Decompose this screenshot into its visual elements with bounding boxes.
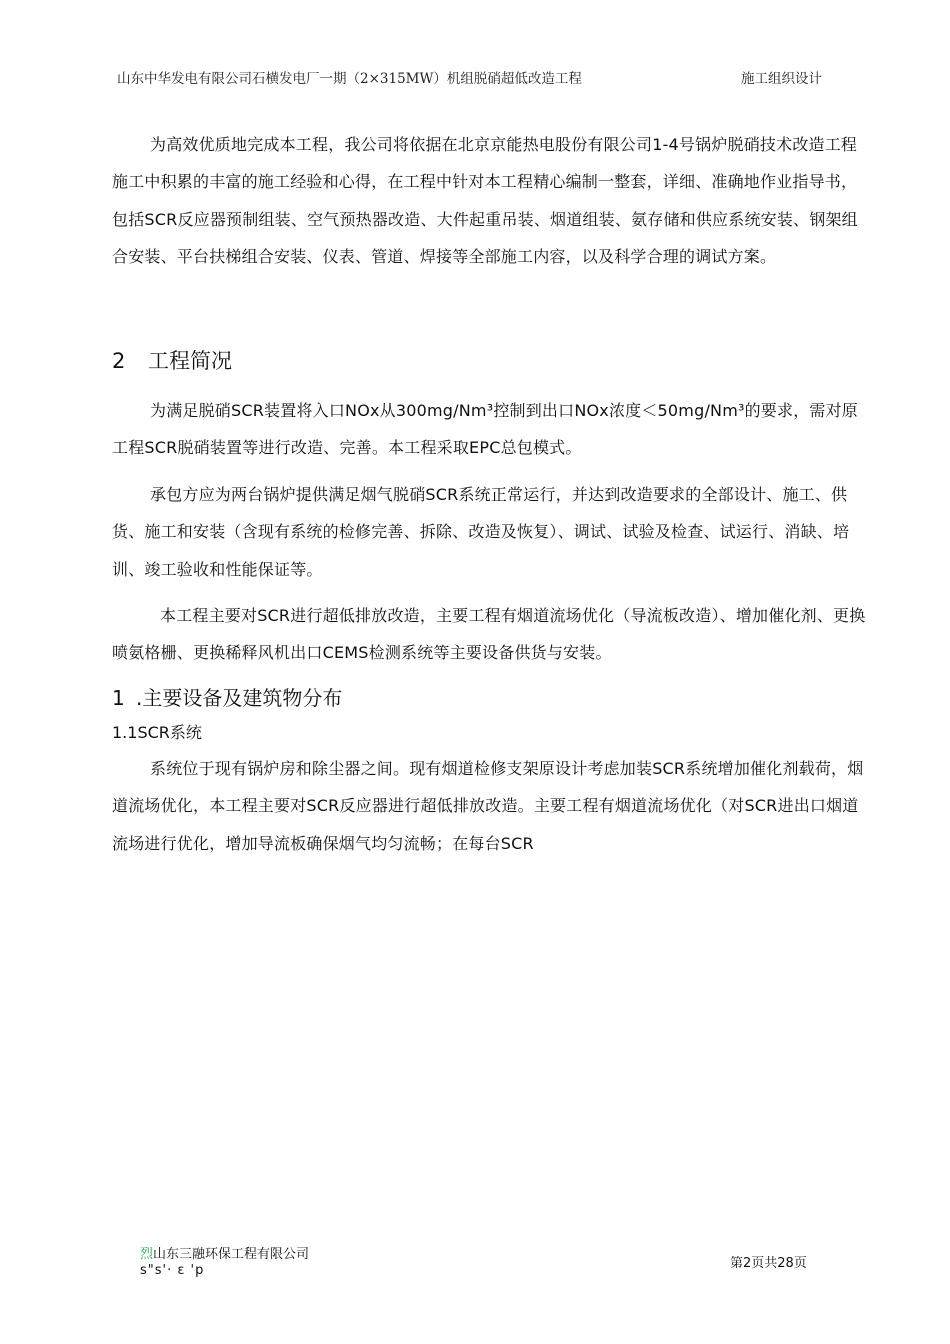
header-doc-type: 施工组织设计 bbox=[741, 71, 822, 87]
page-number: 第2页共28页 bbox=[730, 1256, 807, 1271]
intro-paragraph: 为高效优质地完成本工程，我公司将依据在北京京能热电股份有限公司1-4号锅炉脱硝技术改造工程施工中积累的丰富的施工经验和心得，在工程中针对本工程精心编制一整套，详细、准确地作业指导书，包括SCR反应器预制组装、空气预热器改造、大件起重吊装、烟道组装、氨存储和供应系统安装、钢架组合安装、平台扶梯组合安装、仪表、管道、焊接等全部施工内容，以及科学合理的调试方案。 bbox=[112, 135, 858, 267]
section-1-number: 1 bbox=[112, 686, 125, 710]
intro-block bbox=[112, 126, 872, 276]
subsection-paragraph-1: 系统位于现有锅炉房和除尘器之间。现有烟道检修支架原设计考虑加装SCR系统增加催化剂载荷，烟道流场优化，本工程主要对SCR反应器进行超低排放改造。主要工程有烟道流场优化（对SCR进出口烟道流场进行优化，增加导流板确保烟气均匀流畅；在每台SCR bbox=[112, 759, 864, 853]
section-2-body-3 bbox=[112, 597, 872, 672]
section-2-heading bbox=[112, 345, 232, 375]
subsection-heading: 1.1SCR系统 bbox=[112, 723, 202, 742]
section-1-heading bbox=[112, 682, 342, 711]
header-project-title: 山东中华发电有限公司石横发电厂一期（2×315MW）机组脱硝超低改造工程 bbox=[117, 71, 582, 87]
section-2-number: 2 bbox=[112, 349, 126, 373]
section-2-body-2 bbox=[112, 476, 872, 588]
section-2-paragraph-3: 本工程主要对SCR进行超低排放改造，主要工程有烟道流场优化（导流板改造）、增加催化剂、更换喷氨格栅、更换稀释风机出口CEMS检测系统等主要设备供货与安装。 bbox=[112, 606, 866, 663]
subsection-body bbox=[112, 750, 872, 862]
section-2-title: 工程简况 bbox=[148, 349, 232, 373]
footer-code: s"s'· ε 'p bbox=[140, 1263, 205, 1278]
section-2-body bbox=[112, 392, 872, 467]
section-2-paragraph-1: 为满足脱硝SCR装置将入口NOx从300mg/Nm³控制到出口NOx浓度＜50mg/Nm³的要求，需对原工程SCR脱硝装置等进行改造、完善。本工程采取EPC总包模式。 bbox=[112, 401, 859, 458]
section-2-paragraph-2: 承包方应为两台锅炉提供满足烟气脱硝SCR系统正常运行，并达到改造要求的全部设计、施工、供货、施工和安装（含现有系统的检修完善、拆除、改造及恢复）、调试、试验及检查、试运行、消缺、培训、竣工验收和性能保证等。 bbox=[112, 485, 850, 579]
footer-company-name: 山东三融环保工程有限公司 bbox=[153, 1247, 310, 1262]
company-logo-mark: 烈 bbox=[140, 1247, 154, 1262]
footer-company bbox=[140, 1243, 309, 1262]
section-1-title: .主要设备及建筑物分布 bbox=[136, 686, 343, 710]
